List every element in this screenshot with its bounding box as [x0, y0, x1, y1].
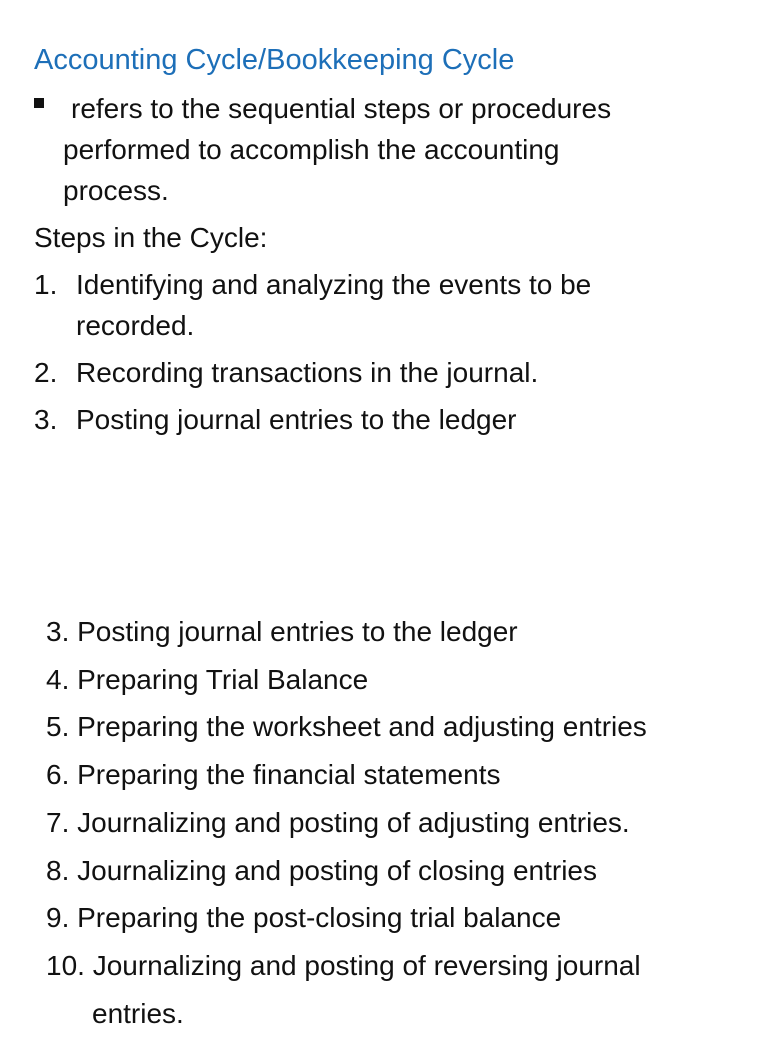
- step-number: 2.: [34, 357, 58, 388]
- steps-list: [34, 264, 734, 446]
- list-item: [34, 352, 734, 393]
- list-item: [46, 942, 746, 1037]
- definition-text: [34, 88, 724, 211]
- list-item: 4. Preparing Trial Balance: [46, 663, 369, 695]
- steps-heading: Steps in the Cycle:: [34, 222, 268, 253]
- list-item: 7. Journalizing and posting of adjusting entries.: [46, 806, 630, 838]
- list-item: 9. Preparing the post-closing trial balance: [46, 902, 562, 934]
- list-item: [34, 399, 734, 440]
- slide-accounting-cycle: [0, 0, 768, 500]
- slide-steps-continued: [0, 560, 768, 1029]
- list-item-continuation: entries.: [92, 997, 184, 1029]
- step-text: Recording transactions in the journal.: [76, 357, 539, 388]
- step-text: Identifying and analyzing the events to be: [76, 269, 592, 300]
- definition-bullet: [34, 88, 724, 211]
- list-item: 6. Preparing the financial statements: [46, 759, 501, 791]
- definition-line-2: performed to accomplish the accounting: [63, 134, 560, 165]
- definition-line-1: refers to the sequential steps or procedures: [71, 93, 612, 124]
- step-text: Posting journal entries to the ledger: [76, 404, 517, 435]
- list-item-text: 10. Journalizing and posting of reversing journal: [46, 949, 641, 981]
- list-item: 5. Preparing the worksheet and adjusting entries: [46, 711, 647, 743]
- step-text-continuation: recorded.: [76, 310, 195, 341]
- square-bullet-icon: [34, 98, 44, 108]
- step-number: 1.: [34, 269, 58, 300]
- slide-title: Accounting Cycle/Bookkeeping Cycle: [34, 44, 515, 76]
- steps-list-continued: [46, 608, 746, 1037]
- list-item: [34, 264, 734, 346]
- definition-line-3: process.: [63, 175, 169, 206]
- step-number: 3.: [34, 404, 58, 435]
- list-item: 8. Journalizing and posting of closing entries: [46, 854, 598, 886]
- list-item: 3. Posting journal entries to the ledger: [46, 616, 518, 647]
